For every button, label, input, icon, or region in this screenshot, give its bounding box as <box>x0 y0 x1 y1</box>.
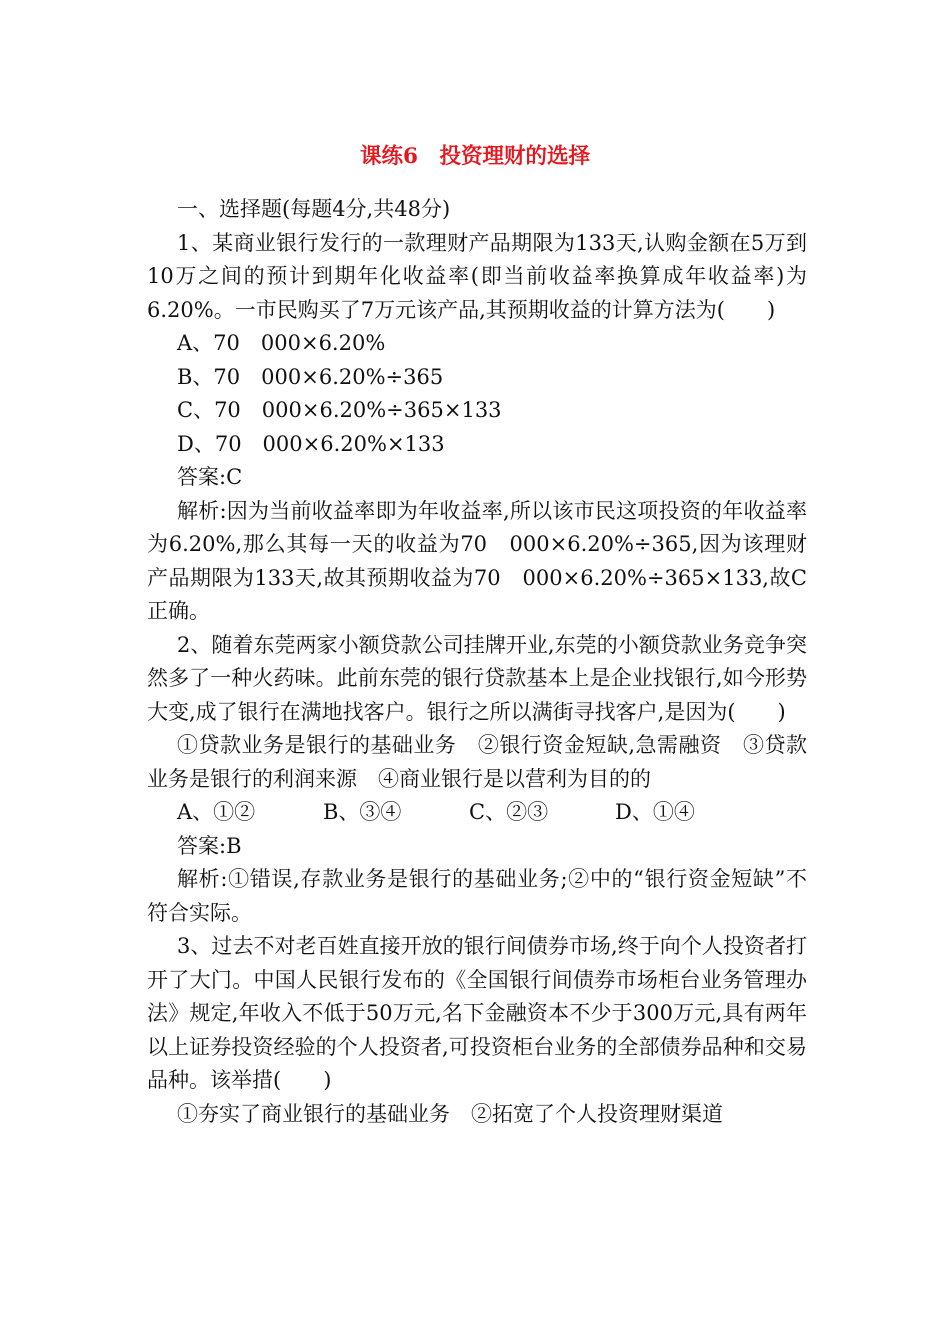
question-2-options <box>147 796 807 830</box>
question-1-stem: 1、某商业银行发行的一款理财产品期限为133天,认购金额在5万到10万之间的预计到期年化收益率(即当前收益率换算成年收益率)为6.20%。一市民购买了7万元该产品,其预期收益的计算方法为( ) <box>147 230 807 322</box>
question-2-statements: ①贷款业务是银行的基础业务 ②银行资金短缺,急需融资 ③贷款业务是银行的利润来源 ④商业银行是以营利为目的的 <box>147 733 807 791</box>
question-2-option-c: C、②③ <box>469 800 549 824</box>
section-header: 一、选择题(每题4分,共48分) <box>177 197 451 221</box>
question-3-stem: 3、过去不对老百姓直接开放的银行间债券市场,终于向个人投资者打开了大门。中国人民银行发布的《全国银行间债券市场柜台业务管理办法》规定,年收入不低于50万元,名下金融资本不少于300万元,具有两年以上证券投资经验的个人投资者,可投资柜台业务的全部债券品种和交易品种。该举措( ) <box>147 934 807 1092</box>
question-2-option-a: A、①② <box>177 800 256 824</box>
question-2-answer: 答案:B <box>177 833 242 858</box>
question-1-option-a: A、70 000×6.20% <box>177 331 386 355</box>
question-2-analysis: 解析:①错误,存款业务是银行的基础业务;②中的“银行资金短缺”不符合实际。 <box>147 867 807 925</box>
question-1-option-b: B、70 000×6.20%÷365 <box>177 364 444 389</box>
question-1-analysis: 解析:因为当前收益率即为年收益率,所以该市民这项投资的年收益率为6.20%,那么其每一天的收益为70 000×6.20%÷365,因为该理财产品期限为133天,故其预期收益为70 000×6.20%÷365×133,故C正确。 <box>147 498 807 623</box>
question-3-statements: ①夯实了商业银行的基础业务 ②拓宽了个人投资理财渠道 <box>177 1101 723 1126</box>
question-2-option-d: D、①④ <box>615 800 695 824</box>
question-1-answer: 答案:C <box>177 465 243 489</box>
document-body <box>147 193 807 1131</box>
question-2-option-b: B、③④ <box>323 800 402 824</box>
question-1-option-c: C、70 000×6.20%÷365×133 <box>177 398 502 422</box>
question-2-stem: 2、随着东莞两家小额贷款公司挂牌开业,东莞的小额贷款业务竞争突然多了一种火药味。此前东莞的银行贷款基本上是企业找银行,如今形势大变,成了银行在满地找客户。银行之所以满街寻找客户,是因为( ) <box>147 632 807 724</box>
page-title: 课练6 投资理财的选择 <box>360 144 590 169</box>
question-1-option-d: D、70 000×6.20%×133 <box>177 431 445 456</box>
